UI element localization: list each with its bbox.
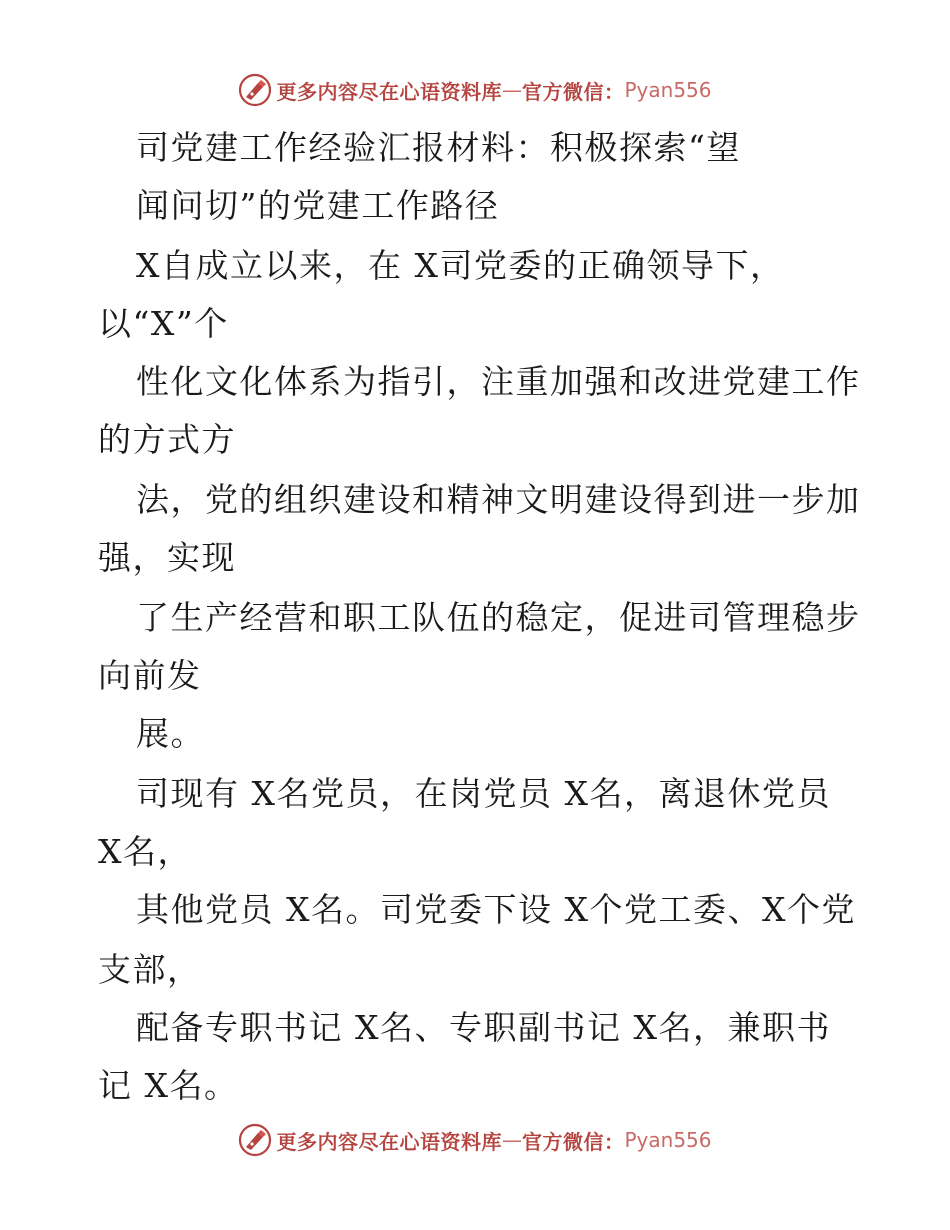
paragraph-line: 强，实现	[98, 538, 236, 577]
pen-nib-logo-icon	[238, 1123, 272, 1157]
title-line: 司党建工作经验汇报材料：积极探索“望	[136, 128, 741, 167]
paragraph-line: 向前发	[98, 656, 202, 695]
watermark-separator: —	[501, 78, 522, 102]
paragraph-line: 记 X名。	[98, 1066, 239, 1105]
watermark-separator: —	[501, 1128, 522, 1152]
paragraph-line: X名，	[98, 832, 192, 871]
watermark-wechat-label: 官方微信：	[521, 79, 625, 104]
title-line: 闻问切”的党建工作路径	[136, 186, 500, 225]
paragraph-line: 以“X”个	[98, 304, 229, 343]
watermark-text: 更多内容尽在心语资料库	[276, 79, 502, 104]
paragraph-line: 司现有 X名党员，在岗党员 X名，离退休党员	[136, 774, 831, 813]
paragraph-line: 支部，	[98, 950, 202, 989]
watermark-wechat-label: 官方微信：	[521, 1129, 625, 1154]
footer-watermark	[0, 1120, 950, 1160]
paragraph-line: 性化文化体系为指引，注重加强和改进党建工作	[136, 362, 861, 401]
watermark-wechat-id: Pyan556	[624, 78, 712, 102]
watermark-wechat-id: Pyan556	[624, 1128, 712, 1152]
watermark-text: 更多内容尽在心语资料库	[276, 1129, 502, 1154]
paragraph-line: 了生产经营和职工队伍的稳定，促进司管理稳步	[136, 598, 861, 637]
pen-nib-logo-icon	[238, 73, 272, 107]
paragraph-line: X自成立以来，在 X司党委的正确领导下，	[136, 246, 785, 285]
header-watermark	[0, 70, 950, 110]
paragraph-line: 其他党员 X名。司党委下设 X个党工委、X个党	[136, 890, 856, 929]
paragraph-line: 配备专职书记 X名、专职副书记 X名，兼职书	[136, 1008, 831, 1047]
paragraph-line: 展。	[136, 714, 205, 753]
paragraph-line: 法，党的组织建设和精神文明建设得到进一步加	[136, 480, 861, 519]
paragraph-line: 的方式方	[98, 420, 236, 459]
